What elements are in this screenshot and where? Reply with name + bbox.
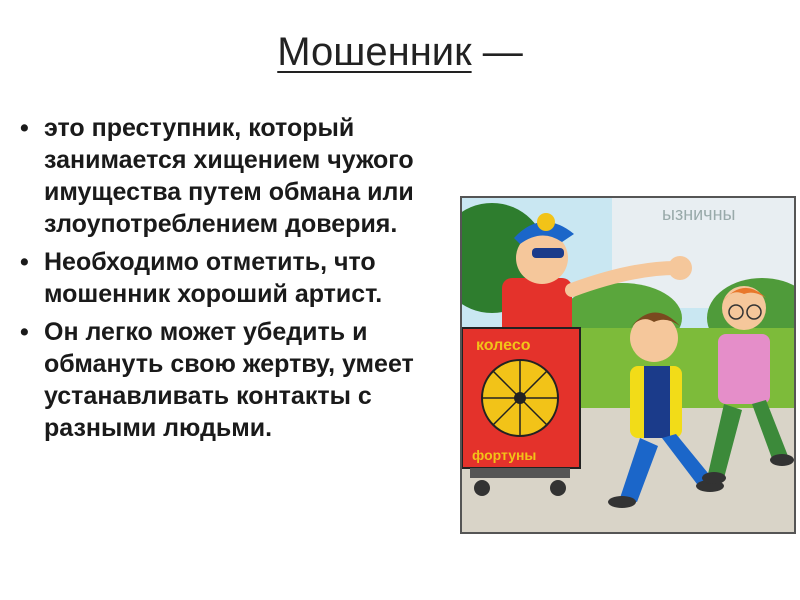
bullet-text: Он легко может убедить и обмануть свою жертву, умеет устанавливать контакты с разными людьми. xyxy=(44,318,414,442)
boy2-shoe xyxy=(770,454,794,466)
illustration-svg xyxy=(462,198,794,532)
wheel-spokes xyxy=(482,360,558,436)
sign-bottom: фортуны xyxy=(472,447,537,463)
wall-text: ызничны xyxy=(662,204,736,224)
bullet-list xyxy=(20,112,470,450)
bullet-dot: • xyxy=(20,114,29,142)
title-word: Мошенник xyxy=(277,30,472,74)
bullet-item xyxy=(20,112,470,240)
boy2-shirt xyxy=(718,334,770,404)
sign-top: колесо xyxy=(476,337,531,354)
hat-badge xyxy=(537,213,555,231)
cart-wheel xyxy=(474,480,490,496)
sunglasses xyxy=(532,248,564,258)
bullet-dot: • xyxy=(20,248,29,276)
bullet-text: это преступник, который занимается хищением чужого имущества путем обмана или злоупотреблением доверия. xyxy=(44,114,414,238)
cart-wheel xyxy=(550,480,566,496)
boy2-shoe xyxy=(702,472,726,484)
bullet-item xyxy=(20,316,470,444)
slide-title xyxy=(0,30,800,75)
boy1-vest xyxy=(644,366,670,438)
bullet-dot: • xyxy=(20,318,29,346)
bullet-item xyxy=(20,246,470,310)
cart-base xyxy=(470,468,570,478)
cartoon-illustration xyxy=(460,196,796,534)
bullet-text: Необходимо отметить, что мошенник хороший артист. xyxy=(44,248,383,308)
boy1-shoe xyxy=(608,496,636,508)
title-dash: — xyxy=(471,30,523,74)
man-hand xyxy=(668,256,692,280)
